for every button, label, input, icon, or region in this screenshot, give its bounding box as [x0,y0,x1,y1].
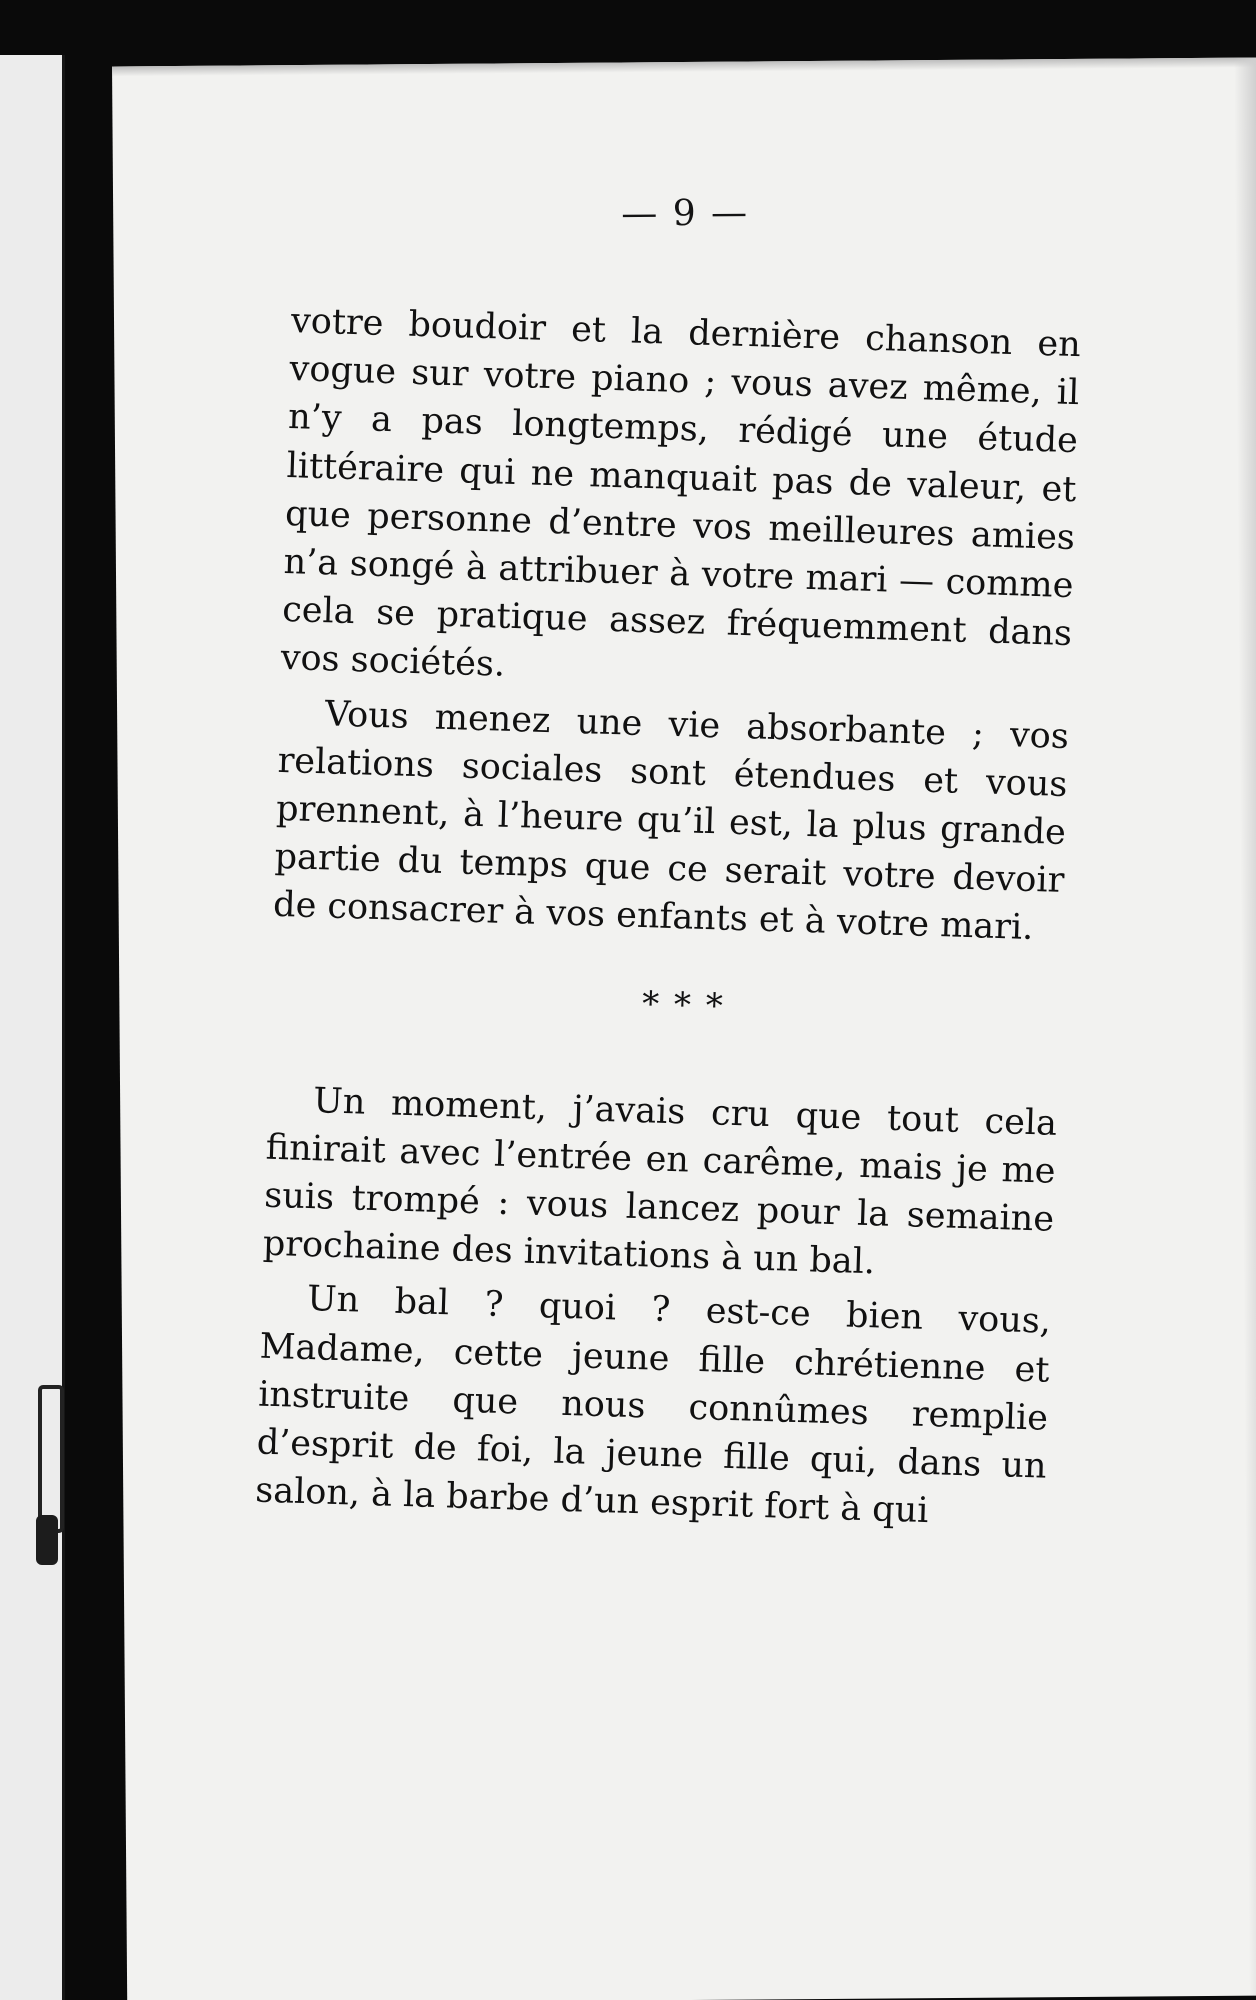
page-top-shadow [112,58,1256,77]
paragraph: Un moment, j’avais cru que tout cela finirait avec l’entrée en carême, mais je me suis trompé : vous lancez pour la semaine prochaine des invitations à un bal. [262,1080,1058,1283]
book-page [112,58,1256,2000]
binding-stitch [38,1385,64,1533]
page-number: — 9 — [621,192,750,235]
paragraph: Vous menez une vie absorbante ; vos relations sociales sont étendues et vous prennent, à l’heure qu’il est, la plus grande partie du temps que ce serait votre devoir de consacrer à vos enfants et à votre mari. [272,693,1070,949]
paragraph: Un bal ? quoi ? est-ce bien vous, Madame, cette jeune fille chrétienne et instruite que nous connûmes remplie d’esprit de foi, la jeune fille qui, dans un salon, à la barbe d’un esprit fort à qui [254,1279,1052,1532]
body-text [255,297,1082,1539]
section-separator: * * * [641,983,726,1027]
binding-stitch-lower [36,1515,58,1565]
previous-page-edge [0,55,65,2000]
paragraph-continued: votre boudoir et la dernière chanson en vogue sur votre piano ; vous avez même, il n’y a pas longtemps, rédigé une étude littéraire qui ne manquait pas de valeur, et que personne d’entre vos meilleures amies n’a songé à attribuer à votre mari — comme cela se pratique assez fréquemment dans vos sociétés. [280,301,1082,686]
page-right-shadow [1234,58,1256,1996]
